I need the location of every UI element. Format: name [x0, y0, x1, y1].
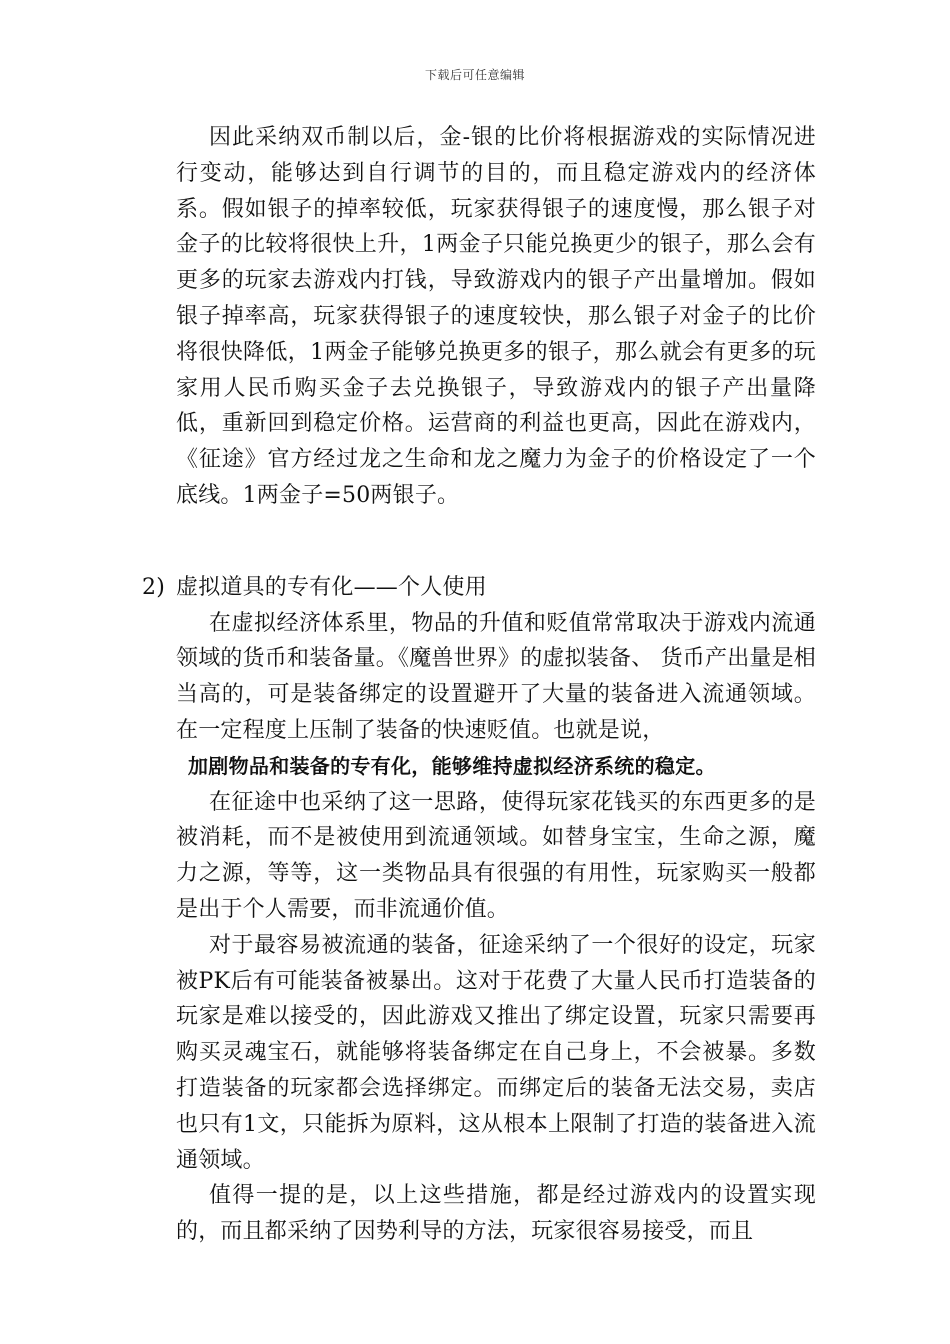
- section-number: 2): [142, 574, 165, 600]
- paragraph-virtual-economy: 在虚拟经济体系里，物品的升值和贬值常常取决于游戏内流通领域的货币和装备量。《魔兽世界》的虚拟装备、 货币产出量是相当高的，可是装备绑定的设置避开了大量的装备进入流通领域。在一定程度上压制了装备的快速贬值。也就是说，: [176, 610, 816, 743]
- section-title: 虚拟道具的专有化——个人使用: [176, 574, 487, 600]
- section-heading: [142, 570, 816, 606]
- paragraph-consumables: 在征途中也采纳了这一思路，使得玩家花钱买的东西更多的是被消耗，而不是被使用到流通领域。如替身宝宝，生命之源，魔力之源，等等，这一类物品具有很强的有用性，玩家购买一般都是出于个人需要，而非流通价值。: [176, 789, 816, 922]
- paragraph-equipment-binding: 对于最容易被流通的装备，征途采纳了一个很好的设定，玩家被PK后有可能装备被暴出。这对于花费了大量人民币打造装备的玩家是难以接受的，因此游戏又推出了绑定设置，玩家只需要再购买灵魂宝石，就能够将装备绑定在自己身上，不会被暴。多数打造装备的玩家都会选择绑定。而绑定后的装备无法交易，卖店也只有1文，只能拆为原料，这从根本上限制了打造的装备进入流通领域。: [176, 932, 816, 1173]
- page-header: 下载后可任意编辑: [424, 68, 525, 82]
- paragraph-dual-currency: 因此采纳双币制以后，金-银的比价将根据游戏的实际情况进行变动，能够达到自行调节的目的，而且稳定游戏内的经济体系。假如银子的掉率较低，玩家获得银子的速度慢，那么银子对金子的比较将很快上升，1两金子只能兑换更少的银子，那么会有更多的玩家去游戏内打钱，导致游戏内的银子产出量增加。假如银子掉率高，玩家获得银子的速度较快，那么银子对金子的比价将很快降低，1两金子能够兑换更多的银子，那么就会有更多的玩家用人民币购买金子去兑换银子，导致游戏内的银子产出量降低，重新回到稳定价格。运营商的利益也更高，因此在游戏内，《征途》官方经过龙之生命和龙之魔力为金子的价格设定了一个底线。1两金子=50两银子。: [176, 125, 816, 508]
- paragraph-worth-mentioning: 值得一提的是，以上这些措施，都是经过游戏内的设置实现的，而且都采纳了因势利导的方法，玩家很容易接受，而且: [176, 1183, 816, 1245]
- document-body: [142, 120, 816, 1250]
- section-spacer: [176, 514, 816, 570]
- bold-emphasis-line: 加剧物品和装备的专有化，能够维持虚拟经济系统的稳定。: [188, 753, 716, 778]
